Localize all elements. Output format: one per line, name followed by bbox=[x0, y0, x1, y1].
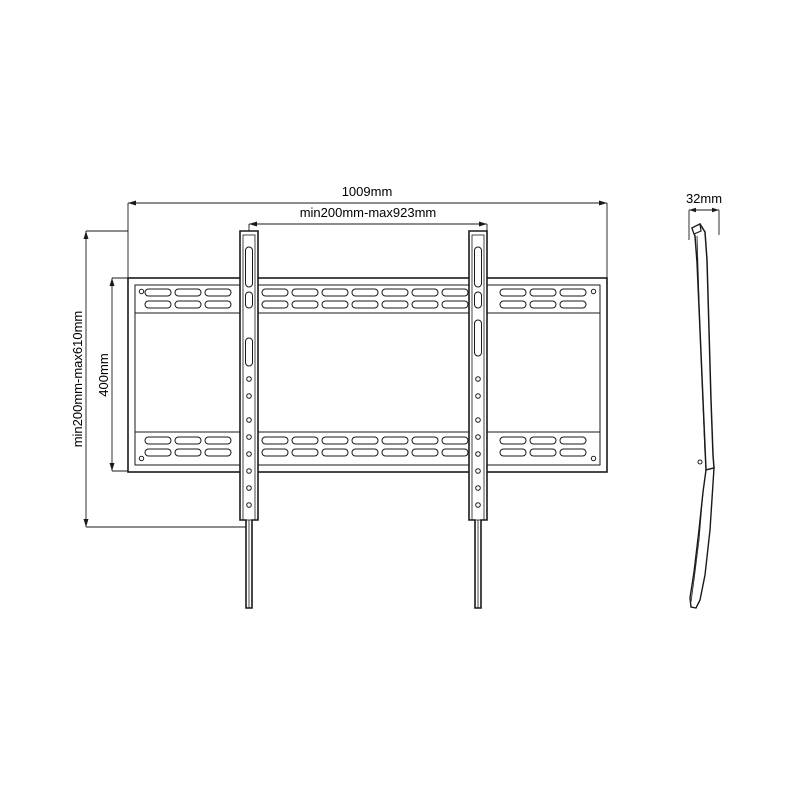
side-profile-hole bbox=[698, 460, 702, 464]
label-horizontal-adjust: min200mm-max923mm bbox=[299, 205, 437, 220]
label-vertical-adjust: min200mm-max610mm bbox=[70, 310, 85, 448]
corner-hole-br bbox=[591, 456, 595, 460]
corner-hole-bl bbox=[139, 456, 143, 460]
label-depth: 32mm bbox=[685, 191, 723, 206]
corner-hole-tr bbox=[591, 289, 595, 293]
label-overall-width: 1009mm bbox=[341, 184, 393, 199]
corner-hole-tl bbox=[139, 289, 143, 293]
label-plate-height: 400mm bbox=[96, 353, 111, 397]
